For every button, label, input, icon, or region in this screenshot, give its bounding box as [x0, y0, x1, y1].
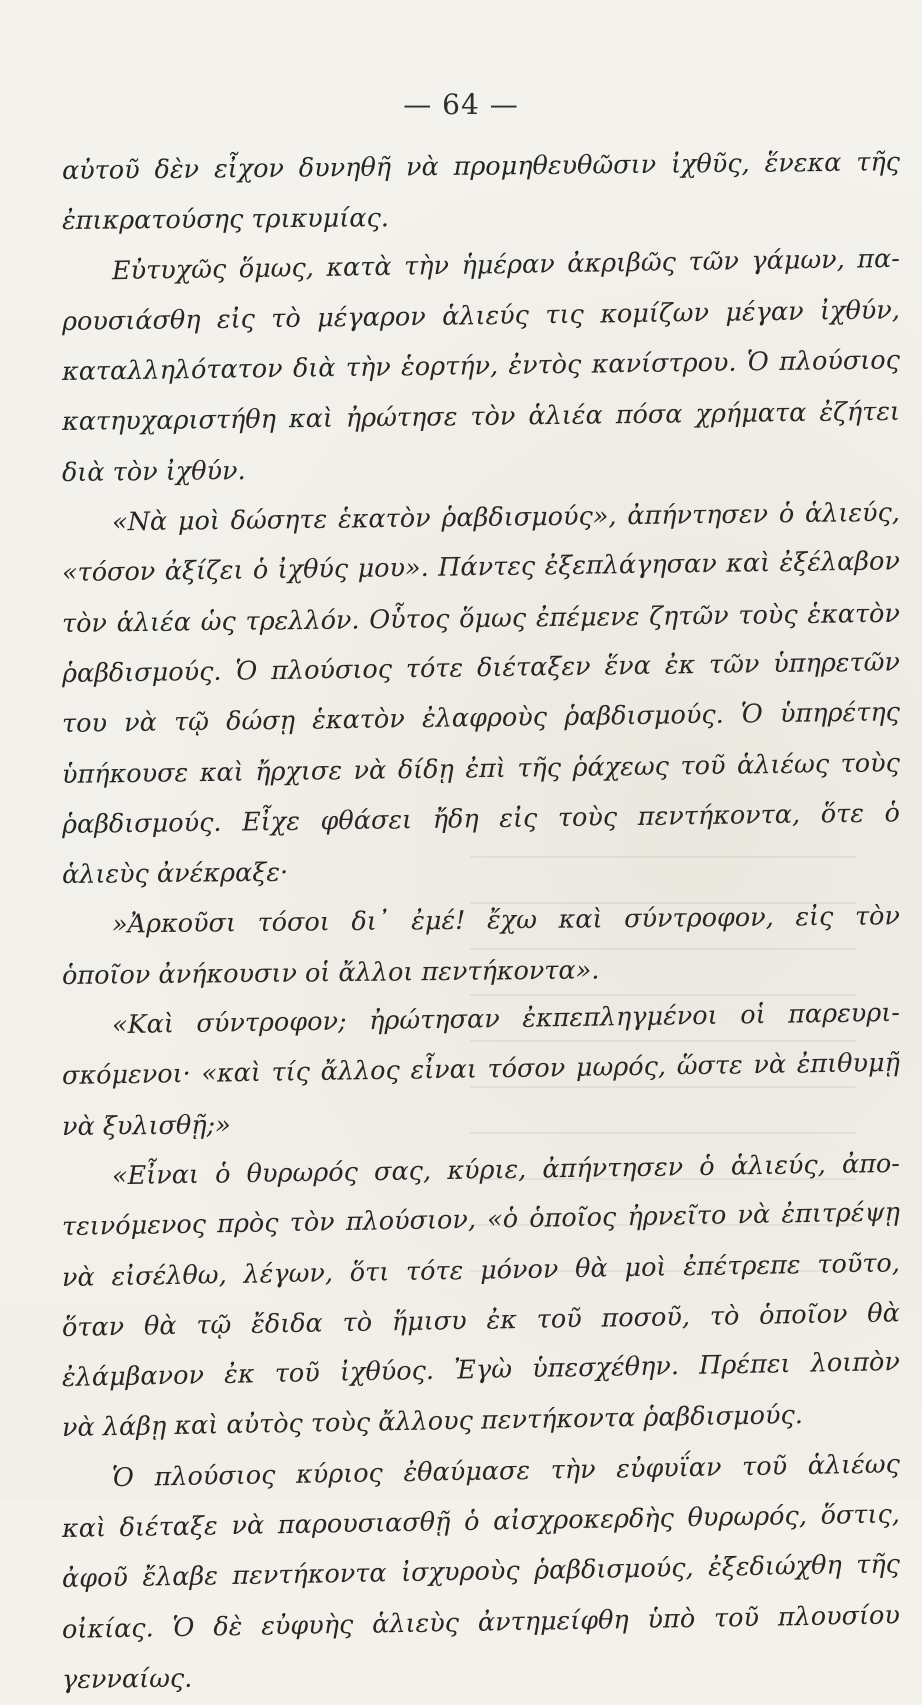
text-line: καταλληλότατον διὰ τὴν ἑορτήν, ἐντὸς κανίστρου. Ὁ πλούσιος [61, 345, 901, 388]
text-line: ἐπικρατούσης τρικυμίας. [61, 203, 390, 237]
text-line: «Νὰ μοὶ δώσητε ἑκατὸν ῥαβδισμούς», ἀπήντησεν ὁ ἁλιεύς, [111, 497, 901, 538]
text-line: διὰ τὸν ἰχθύν. [61, 455, 246, 488]
text-line: «Εἶναι ὁ θυρωρός σας, κύριε, ἀπήντησεν ὁ ἁλιεύς, ἀπο- [111, 1148, 901, 1192]
text-line: καὶ διέταξε νὰ παρουσιασθῇ ὁ αἰσχροκερδὴς θυρωρός, ὅστις, [61, 1499, 901, 1545]
text-line: «Καὶ σύντροφον; ἠρώτησαν ἐκπεπληγμένοι οἱ παρευρι- [111, 997, 901, 1041]
text-line: σκόμενοι· «καὶ τίς ἄλλος εἶναι τόσον μωρός, ὥστε νὰ ἐπιθυμῇ [61, 1048, 901, 1092]
text-line: ὅταν θὰ τῷ ἔδιδα τὸ ἥμισυ ἐκ τοῦ ποσοῦ, τὸ ὁποῖον θὰ [61, 1298, 901, 1343]
text-line: του νὰ τῷ δώσῃ ἑκατὸν ἐλαφροὺς ῥαβδισμούς. Ὁ ὑπηρέτης [61, 697, 901, 740]
text-line: νὰ εἰσέλθω, λέγων, ὅτι τότε μόνον θὰ μοὶ ἐπέτρεπε τοῦτο, [61, 1247, 901, 1293]
text-line: Ὁ πλούσιος κύριος ἐθαύμασε τὴν εὐφυΐαν τοῦ ἁλιέως [111, 1449, 901, 1493]
text-line: γενναίως. [61, 1663, 193, 1695]
text-line: τὸν ἁλιέα ὡς τρελλόν. Οὗτος ὅμως ἐπέμενε ζητῶν τοὺς ἑκατὸν [61, 598, 901, 639]
text-line: »Ἀρκοῦσι τόσοι δι᾿ ἐμέ! ἔχω καὶ σύντροφον, εἰς τὸν [111, 901, 901, 940]
text-line: ὑπήκουσε καὶ ἤρχισε νὰ δίδῃ ἐπὶ τῆς ῥάχεως τοῦ ἁλιέως τοὺς [61, 747, 901, 790]
text-line: νὰ λάβῃ καὶ αὐτὸς τοὺς ἄλλους πεντήκοντα ῥαβδισμούς. [61, 1400, 804, 1444]
text-line: ὁποῖον ἀνήκουσιν οἱ ἄλλοι πεντήκοντα». [61, 955, 600, 991]
text-line: Εὐτυχῶς ὅμως, κατὰ τὴν ἡμέραν ἀκριβῶς τῶν γάμων, πα- [111, 243, 901, 286]
text-line: ῥαβδισμούς. Ὁ πλούσιος τότε διέταξεν ἕνα ἐκ τῶν ὑπηρετῶν [61, 647, 901, 689]
text-line: ῥαβδισμούς. Εἶχε φθάσει ἤδη εἰς τοὺς πεντήκοντα, ὅτε ὁ [61, 798, 901, 840]
text-line: αὐτοῦ δὲν εἶχον δυνηθῆ νὰ προμηθευθῶσιν ἰχθῦς, ἕνεκα τῆς [61, 147, 901, 186]
body-text [62, 146, 900, 1705]
text-line: ἁλιεὺς ἀνέκραξε· [61, 857, 289, 891]
text-line: νὰ ξυλισθῇ;» [61, 1109, 231, 1142]
text-line: «τόσον ἀξίζει ὁ ἰχθύς μου». Πάντες ἐξεπλάγησαν καὶ ἐξέλαβον [61, 546, 901, 589]
text-line: οἰκίας. Ὁ δὲ εὐφυὴς ἁλιεὺς ἀντημείφθη ὑπὸ τοῦ πλουσίου [61, 1599, 901, 1645]
text-line: ρουσιάσθη εἰς τὸ μέγαρον ἁλιεύς τις κομίζων μέγαν ἰχθύν, [61, 295, 901, 337]
text-line: ἀφοῦ ἔλαβε πεντήκοντα ἰσχυροὺς ῥαβδισμούς, ἐξεδιώχθη τῆς [61, 1549, 901, 1595]
text-line: ἐλάμβανον ἐκ τοῦ ἰχθύος. Ἐγὼ ὑπεσχέθην. Πρέπει λοιπὸν [61, 1347, 901, 1394]
text-line: τεινόμενος πρὸς τὸν πλούσιον, «ὁ ὁποῖος ἠρνεῖτο νὰ ἐπιτρέψῃ [61, 1197, 901, 1243]
text-line: κατηυχαριστήθη καὶ ἠρώτησε τὸν ἁλιέα πόσα χρήματα ἐζήτει [61, 397, 901, 438]
page-number: — 64 — [403, 88, 519, 121]
